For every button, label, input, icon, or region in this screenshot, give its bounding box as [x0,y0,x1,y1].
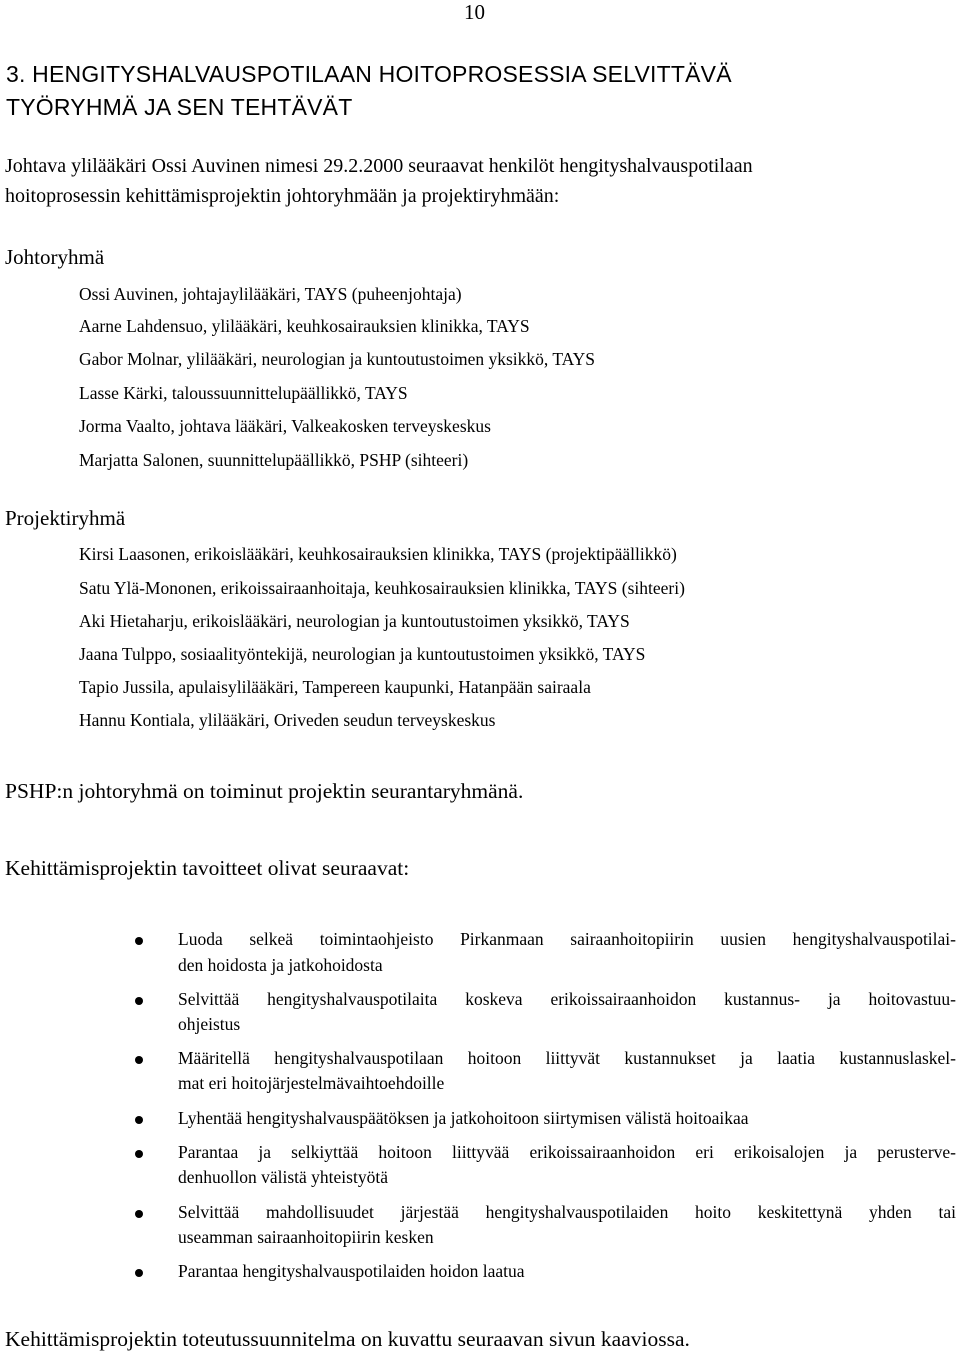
johtoryhma-member: Gabor Molnar, ylilääkäri, neurologian ja kuntoutustoimen yksikkö, TAYS [79,349,596,369]
johtoryhma-member: Jorma Vaalto, johtava lääkäri, Valkeakosken terveyskeskus [79,416,491,436]
pshp-note: PSHP:n johtoryhmä on toiminut projektin seurantaryhmänä. [5,779,524,803]
bullet-icon [135,1150,143,1158]
goal-line1: Lyhentää hengityshalvauspäätöksen ja jatkohoitoon siirtymisen välistä hoitoaikaa [178,1108,749,1128]
goals-intro: Kehittämisprojektin tavoitteet olivat seuraavat: [5,856,410,880]
goal-line2: mat eri hoitojärjestelmävaihtoehdoille [178,1073,445,1093]
projektiryhma-member: Kirsi Laasonen, erikoislääkäri, keuhkosairauksien klinikka, TAYS (projektipäällikkö) [79,544,677,564]
section-heading-line2: TYÖRYHMÄ JA SEN TEHTÄVÄT [6,94,353,120]
page-number: 10 [464,0,485,24]
goal-line1: Määritellä hengityshalvauspotilaan hoitoon liittyvät kustannukset ja laatia kustannuslaskel- [178,1048,956,1068]
projektiryhma-member: Satu Ylä-Mononen, erikoissairaanhoitaja, keuhkosairauksien klinikka, TAYS (sihteeri) [79,578,685,598]
goal-line1: Luoda selkeä toimintaohjeisto Pirkanmaan sairaanhoitopiirin uusien hengityshalvauspotilai- [178,929,956,949]
goal-line2: useamman sairaanhoitopiirin kesken [178,1227,434,1247]
bullet-icon [135,1210,143,1218]
projektiryhma-member: Tapio Jussila, apulaisylilääkäri, Tampereen kaupunki, Hatanpään sairaala [79,677,591,697]
bullet-icon [135,1116,143,1124]
section-heading-line1: 3. HENGITYSHALVAUSPOTILAAN HOITOPROSESSIA SELVITTÄVÄ [6,61,732,87]
goal-line1: Parantaa hengityshalvauspotilaiden hoidon laatua [178,1261,525,1281]
johtoryhma-member: Aarne Lahdensuo, ylilääkäri, keuhkosairauksien klinikka, TAYS [79,316,530,336]
johtoryhma-label: Johtoryhmä [5,245,105,269]
goal-line2: ohjeistus [178,1014,241,1034]
projektiryhma-label: Projektiryhmä [5,506,126,530]
goal-line1: Selvittää mahdollisuudet järjestää hengityshalvauspotilaiden hoito keskitettynä yhden tai [178,1202,956,1222]
closing-sentence: Kehittämisprojektin toteutussuunnitelma on kuvattu seuraavan sivun kaaviossa. [5,1327,690,1351]
goal-line1: Parantaa ja selkiyttää hoitoon liittyvää erikoissairaanhoidon eri erikoisalojen ja perusterve- [178,1142,956,1162]
bullet-icon [135,997,143,1005]
intro-line2: hoitoprosessin kehittämisprojektin johtoryhmään ja projektiryhmään: [5,185,560,207]
goal-line2: denhuollon välistä yhteistyötä [178,1167,388,1187]
projektiryhma-member: Hannu Kontiala, ylilääkäri, Oriveden seudun terveyskeskus [79,710,496,730]
intro-line1: Johtava ylilääkäri Ossi Auvinen nimesi 29.2.2000 seuraavat henkilöt hengityshalvauspotilaan [5,155,753,177]
bullet-icon [135,937,143,945]
johtoryhma-member: Marjatta Salonen, suunnittelupäällikkö, PSHP (sihteeri) [79,450,469,470]
johtoryhma-member: Ossi Auvinen, johtajaylilääkäri, TAYS (puheenjohtaja) [79,284,462,304]
bullet-icon [135,1056,143,1064]
projektiryhma-member: Aki Hietaharju, erikoislääkäri, neurologian ja kuntoutustoimen yksikkö, TAYS [79,611,630,631]
johtoryhma-member: Lasse Kärki, taloussuunnittelupäällikkö, TAYS [79,383,408,403]
bullet-icon [135,1269,143,1277]
projektiryhma-member: Jaana Tulppo, sosiaalityöntekijä, neurologian ja kuntoutustoimen yksikkö, TAYS [79,644,646,664]
goal-line2: den hoidosta ja jatkohoidosta [178,955,383,975]
goal-line1: Selvittää hengityshalvauspotilaita koskeva erikoissairaanhoidon kustannus- ja hoitovastuu- [178,989,956,1009]
